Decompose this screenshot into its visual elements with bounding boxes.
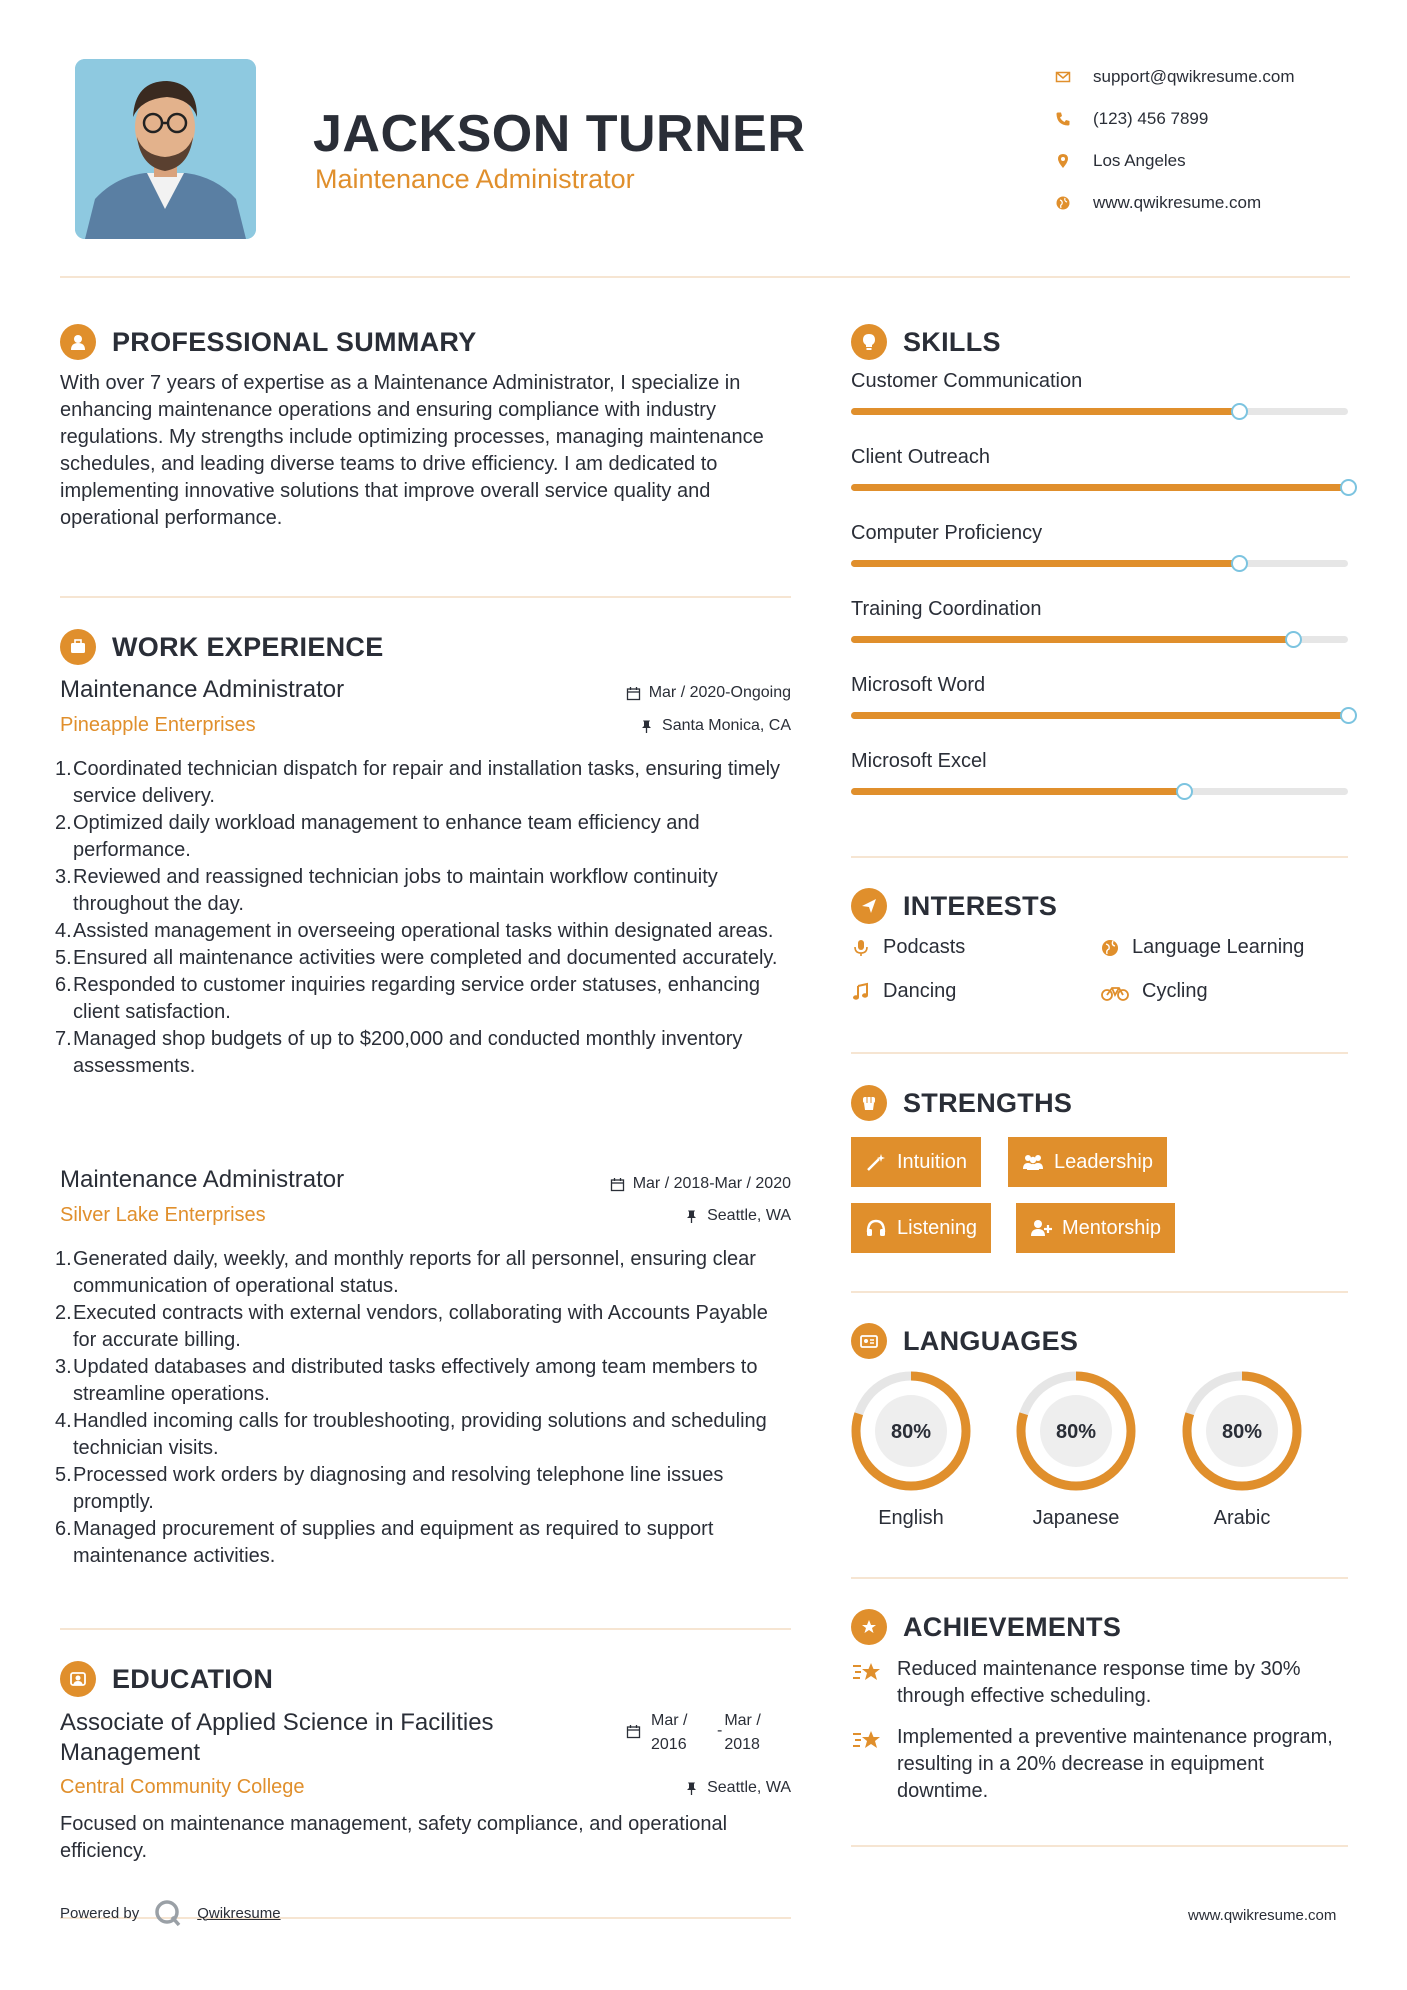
lightbulb-icon — [851, 324, 887, 360]
job-dates-text: Mar / 2018-Mar / 2020 — [632, 1175, 791, 1192]
skill-slider-knob — [1176, 783, 1193, 800]
experience-heading — [60, 629, 384, 665]
job-company: Pineapple Enterprises — [60, 714, 256, 736]
skill-fill — [851, 712, 1348, 719]
list-item: 4. Assisted management in overseeing operational tasks within designated areas. — [55, 920, 774, 942]
website-text: www.qwikresume.com — [1093, 193, 1262, 212]
pushpin-icon — [639, 719, 654, 734]
education-location-text: Seattle, WA — [707, 1779, 791, 1796]
skill-track — [851, 788, 1348, 795]
language-arabic — [1180, 1369, 1304, 1530]
envelope-icon — [1055, 69, 1071, 85]
education-dash: - — [717, 1722, 723, 1739]
skill-fill — [851, 408, 1239, 415]
skill-slider-knob — [1340, 479, 1357, 496]
email-text: support@qwikresume.com — [1093, 67, 1295, 86]
language-name: Japanese — [1032, 1507, 1120, 1529]
skills-divider — [851, 856, 1348, 858]
achievement-item — [851, 1724, 1351, 1805]
education-title: EDUCATION — [112, 1663, 274, 1694]
experience-title: WORK EXPERIENCE — [112, 631, 384, 662]
summary-heading — [60, 324, 477, 360]
interests-divider — [851, 1052, 1348, 1054]
calendar-icon — [626, 686, 641, 701]
qwikresume-link[interactable]: Qwikresume — [197, 1904, 281, 1922]
skill-slider-knob — [1340, 707, 1357, 724]
skill-name: Microsoft Word — [851, 674, 986, 696]
languages-divider — [851, 1577, 1348, 1579]
job-dates — [500, 1175, 791, 1193]
contact-email[interactable] — [1055, 56, 1295, 98]
skill-track — [851, 408, 1348, 415]
bicycle-icon — [1100, 982, 1130, 1002]
summary-divider — [60, 596, 791, 598]
language-japanese — [1014, 1369, 1138, 1530]
headphones-icon — [865, 1218, 887, 1238]
achievement-text: Implemented a preventive maintenance program, resulting in a 20% decrease in equipment downtime. — [897, 1726, 1333, 1802]
footer-website[interactable]: www.qwikresume.com — [1188, 1907, 1337, 1924]
add-user-icon — [1030, 1218, 1052, 1238]
degree-title: Associate of Applied Science in Facilities Management — [60, 1709, 494, 1766]
education-end: Mar / 2018 — [724, 1712, 761, 1753]
calendar-icon — [610, 1177, 625, 1192]
id-card-icon — [851, 1323, 887, 1359]
skill-slider-knob — [1285, 631, 1302, 648]
education-dates — [626, 1709, 768, 1757]
interests-heading — [851, 888, 1057, 924]
strength-label: Intuition — [897, 1150, 968, 1173]
list-item: 2. Optimized daily workload management to enhance team efficiency and performance. — [55, 812, 700, 861]
candidate-name: JACKSON TURNER — [313, 105, 806, 163]
strength-leadership — [1008, 1137, 1167, 1187]
pushpin-icon — [684, 1781, 699, 1796]
skill-slider-knob — [1231, 555, 1248, 572]
globe-icon — [1055, 195, 1071, 211]
achievements-divider — [851, 1845, 1348, 1847]
job-dates — [500, 684, 791, 702]
summary-text: With over 7 years of expertise as a Maintenance Administrator, I specialize in enhancing maintenance operations and ensuring compliance with industry regulations. My strengths include optimizing processes, managing maintenance schedules, and leading diverse teams to drive efficiency. I am dedicated to implementing innovative solutions that improve overall service quality and operational performance. — [60, 372, 764, 529]
strength-label: Mentorship — [1062, 1216, 1161, 1239]
list-item: 3. Reviewed and reassigned technician jobs to maintain workflow continuity throughout the day. — [55, 866, 718, 915]
shooting-star-icon — [851, 1658, 883, 1686]
skill-name: Customer Communication — [851, 370, 1083, 392]
user-icon — [60, 324, 96, 360]
contact-location — [1055, 140, 1295, 182]
skill-track — [851, 636, 1348, 643]
achievement-text: Reduced maintenance response time by 30% through effective scheduling. — [897, 1658, 1301, 1707]
language-percent: 80% — [890, 1421, 932, 1443]
skill-item — [851, 674, 1348, 697]
phone-text: (123) 456 7899 — [1093, 109, 1209, 128]
strength-mentorship — [1016, 1203, 1175, 1253]
location-text: Los Angeles — [1093, 151, 1186, 170]
strengths-heading — [851, 1085, 1072, 1121]
job-dates-text: Mar / 2020-Ongoing — [648, 684, 791, 701]
interest-podcasts — [851, 936, 965, 959]
interests-title: INTERESTS — [903, 890, 1058, 921]
job-company: Silver Lake Enterprises — [60, 1204, 266, 1226]
skill-name: Computer Proficiency — [851, 522, 1043, 544]
job-location-text: Santa Monica, CA — [662, 717, 791, 734]
list-item: 5. Processed work orders by diagnosing and resolving telephone line issues promptly. — [55, 1464, 724, 1513]
fist-icon — [851, 1085, 887, 1121]
interest-label: Dancing — [883, 980, 957, 1002]
map-pin-icon — [1055, 153, 1071, 169]
skill-item — [851, 598, 1348, 621]
skill-item — [851, 370, 1348, 393]
school-name: Central Community College — [60, 1776, 305, 1798]
interest-cycling — [1100, 980, 1208, 1003]
skill-track — [851, 484, 1348, 491]
interest-language-learning — [1100, 936, 1304, 959]
job-location — [500, 717, 791, 735]
job-location — [500, 1207, 791, 1225]
powered-by-text: Powered by — [60, 1904, 140, 1922]
pushpin-icon — [684, 1209, 699, 1224]
skill-slider-knob — [1231, 403, 1248, 420]
contact-website[interactable] — [1055, 182, 1295, 224]
skill-name: Microsoft Excel — [851, 750, 987, 772]
list-item: 2. Executed contracts with external vendors, collaborating with Accounts Payable for accurate billing. — [55, 1302, 768, 1351]
music-note-icon — [851, 982, 871, 1002]
header-divider — [60, 276, 1350, 278]
microphone-icon — [851, 938, 871, 958]
strength-label: Leadership — [1054, 1150, 1153, 1173]
language-name: Arabic — [1213, 1507, 1271, 1529]
star-badge-icon — [851, 1609, 887, 1645]
list-item: 7. Managed shop budgets of up to $200,000 and conducted monthly inventory assessments. — [55, 1028, 743, 1077]
job-bullets — [55, 1246, 795, 1570]
job-title: Maintenance Administrator — [60, 1166, 345, 1193]
list-item: 1. Coordinated technician dispatch for repair and installation tasks, ensuring timely service delivery. — [55, 758, 781, 807]
education-start: Mar / 2016 — [651, 1712, 688, 1753]
skill-track — [851, 560, 1348, 567]
list-item: 3. Updated databases and distributed tasks effectively among team members to streamline operations. — [55, 1356, 758, 1405]
list-item: 5. Ensured all maintenance activities were completed and documented accurately. — [55, 947, 778, 969]
skill-name: Client Outreach — [851, 446, 990, 468]
achievements-title: ACHIEVEMENTS — [903, 1611, 1122, 1642]
languages-heading — [851, 1323, 1078, 1359]
paper-plane-icon — [851, 888, 887, 924]
contact-info — [1055, 56, 1295, 224]
candidate-title: Maintenance Administrator — [315, 164, 635, 194]
list-item: 6. Managed procurement of supplies and equipment as required to support maintenance activities. — [55, 1518, 714, 1567]
education-description: Focused on maintenance management, safety compliance, and operational efficiency. — [60, 1813, 728, 1862]
group-icon — [1022, 1152, 1044, 1172]
languages-title: LANGUAGES — [903, 1325, 1079, 1356]
education-heading — [60, 1661, 273, 1697]
graduation-icon — [60, 1661, 96, 1697]
job-title: Maintenance Administrator — [60, 676, 345, 703]
language-percent: 80% — [1221, 1421, 1263, 1443]
achievements-heading — [851, 1609, 1121, 1645]
strengths-title: STRENGTHS — [903, 1087, 1073, 1118]
job-bullets — [55, 756, 795, 1080]
profile-photo — [75, 59, 256, 239]
briefcase-icon — [60, 629, 96, 665]
powered-by — [60, 1898, 281, 1928]
language-percent: 80% — [1055, 1421, 1097, 1443]
experience-divider — [60, 1628, 791, 1630]
interest-dancing — [851, 980, 956, 1003]
qwikresume-logo-icon — [153, 1898, 183, 1928]
skill-fill — [851, 560, 1239, 567]
strength-intuition — [851, 1137, 981, 1187]
job-location-text: Seattle, WA — [707, 1207, 791, 1224]
globe-icon — [1100, 938, 1120, 958]
education-location — [500, 1779, 791, 1797]
interest-label: Cycling — [1142, 980, 1208, 1002]
list-item: 4. Handled incoming calls for troubleshooting, providing solutions and scheduling technician visits. — [55, 1410, 767, 1459]
skills-title: SKILLS — [903, 326, 1001, 357]
phone-icon — [1055, 111, 1071, 127]
interest-label: Podcasts — [883, 936, 966, 958]
interest-label: Language Learning — [1132, 936, 1305, 958]
shooting-star-icon — [851, 1726, 883, 1754]
skill-fill — [851, 484, 1348, 491]
skill-track — [851, 712, 1348, 719]
calendar-icon — [626, 1724, 641, 1739]
strengths-divider — [851, 1291, 1348, 1293]
list-item: 1. Generated daily, weekly, and monthly reports for all personnel, ensuring clear communication of operational status. — [55, 1248, 756, 1297]
magic-wand-icon — [865, 1152, 887, 1172]
language-name: English — [878, 1507, 944, 1529]
skill-fill — [851, 636, 1293, 643]
skill-item — [851, 522, 1348, 545]
achievement-item — [851, 1656, 1351, 1710]
summary-title: PROFESSIONAL SUMMARY — [112, 326, 477, 357]
list-item: 6. Responded to customer inquiries regarding service order statuses, enhancing client satisfaction. — [55, 974, 761, 1023]
skill-item — [851, 750, 1348, 773]
strength-listening — [851, 1203, 991, 1253]
strength-label: Listening — [897, 1216, 978, 1239]
skill-name: Training Coordination — [851, 598, 1042, 620]
language-english — [849, 1369, 973, 1530]
contact-phone[interactable] — [1055, 98, 1295, 140]
skill-fill — [851, 788, 1184, 795]
skills-heading — [851, 324, 1001, 360]
skill-item — [851, 446, 1348, 469]
